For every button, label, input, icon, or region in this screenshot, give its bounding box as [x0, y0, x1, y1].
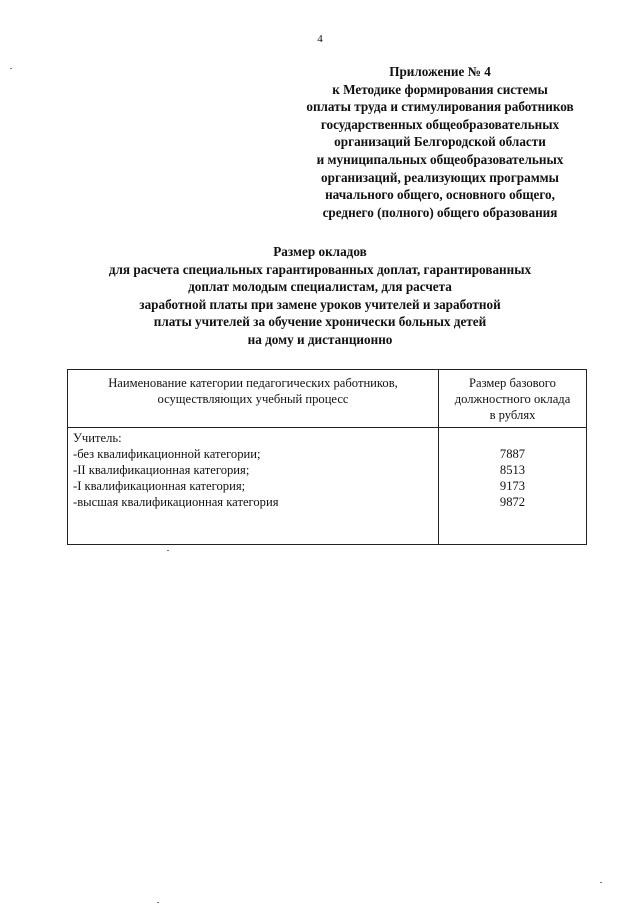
heading-line: для расчета специальных гарантированных доплат, гарантированных [108, 261, 532, 277]
appendix-line: к Методике формирования системы [332, 81, 548, 97]
document-heading [0, 243, 640, 349]
heading-line: доплат молодым специалистам, для расчета [188, 279, 452, 295]
appendix-line: организаций, реализующих программы [321, 169, 559, 185]
header-salary-cell [439, 370, 587, 428]
heading-line: Размер окладов [273, 244, 367, 259]
header-text: осуществляющих учебный процесс [157, 392, 349, 406]
header-text: в рублях [489, 408, 536, 422]
heading-line: на дому и дистанционно [247, 331, 393, 347]
appendix-line: среднего (полного) общего образования [322, 204, 558, 220]
appendix-line: и муниципальных общеобразовательных [316, 151, 564, 167]
salary-value: 8513 [499, 463, 526, 477]
header-text: Наименование категории педагогических работников, [108, 376, 398, 390]
group-label: Учитель: [73, 431, 122, 445]
category-item: -без квалификационной категории; [73, 447, 261, 461]
table-header-row [68, 370, 587, 428]
header-category-cell [68, 370, 439, 428]
appendix-header [240, 63, 640, 221]
heading-line: заработной платы при замене уроков учителей и заработной [139, 296, 501, 312]
appendix-line: государственных общеобразовательных [320, 116, 560, 132]
scan-speck [600, 882, 602, 883]
spacer [443, 430, 582, 446]
salary-table [67, 369, 587, 545]
salary-value: 9173 [499, 479, 526, 493]
page-number: 4 [317, 33, 323, 45]
heading-line: платы учителей за обучение хронически больных детей [153, 314, 487, 330]
header-text: Размер базового [469, 376, 556, 390]
category-cell [68, 428, 439, 545]
appendix-line: начального общего, основного общего, [325, 187, 555, 203]
table-row [68, 428, 587, 545]
category-item: -I квалификационная категория; [73, 479, 246, 493]
appendix-title: Приложение № 4 [389, 64, 491, 79]
category-item: -II квалификационная категория; [73, 463, 250, 477]
salary-cell [439, 428, 587, 545]
appendix-line: оплаты труда и стимулирования работников [306, 99, 574, 115]
salary-value: 9872 [499, 495, 526, 509]
appendix-line: организаций Белгородской области [334, 134, 546, 150]
header-text: должностного оклада [454, 392, 571, 406]
scan-speck [10, 68, 12, 69]
scan-speck [167, 550, 169, 551]
salary-value: 7887 [499, 447, 526, 461]
scan-speck [157, 902, 159, 903]
category-item: -высшая квалификационная категория [73, 495, 279, 509]
